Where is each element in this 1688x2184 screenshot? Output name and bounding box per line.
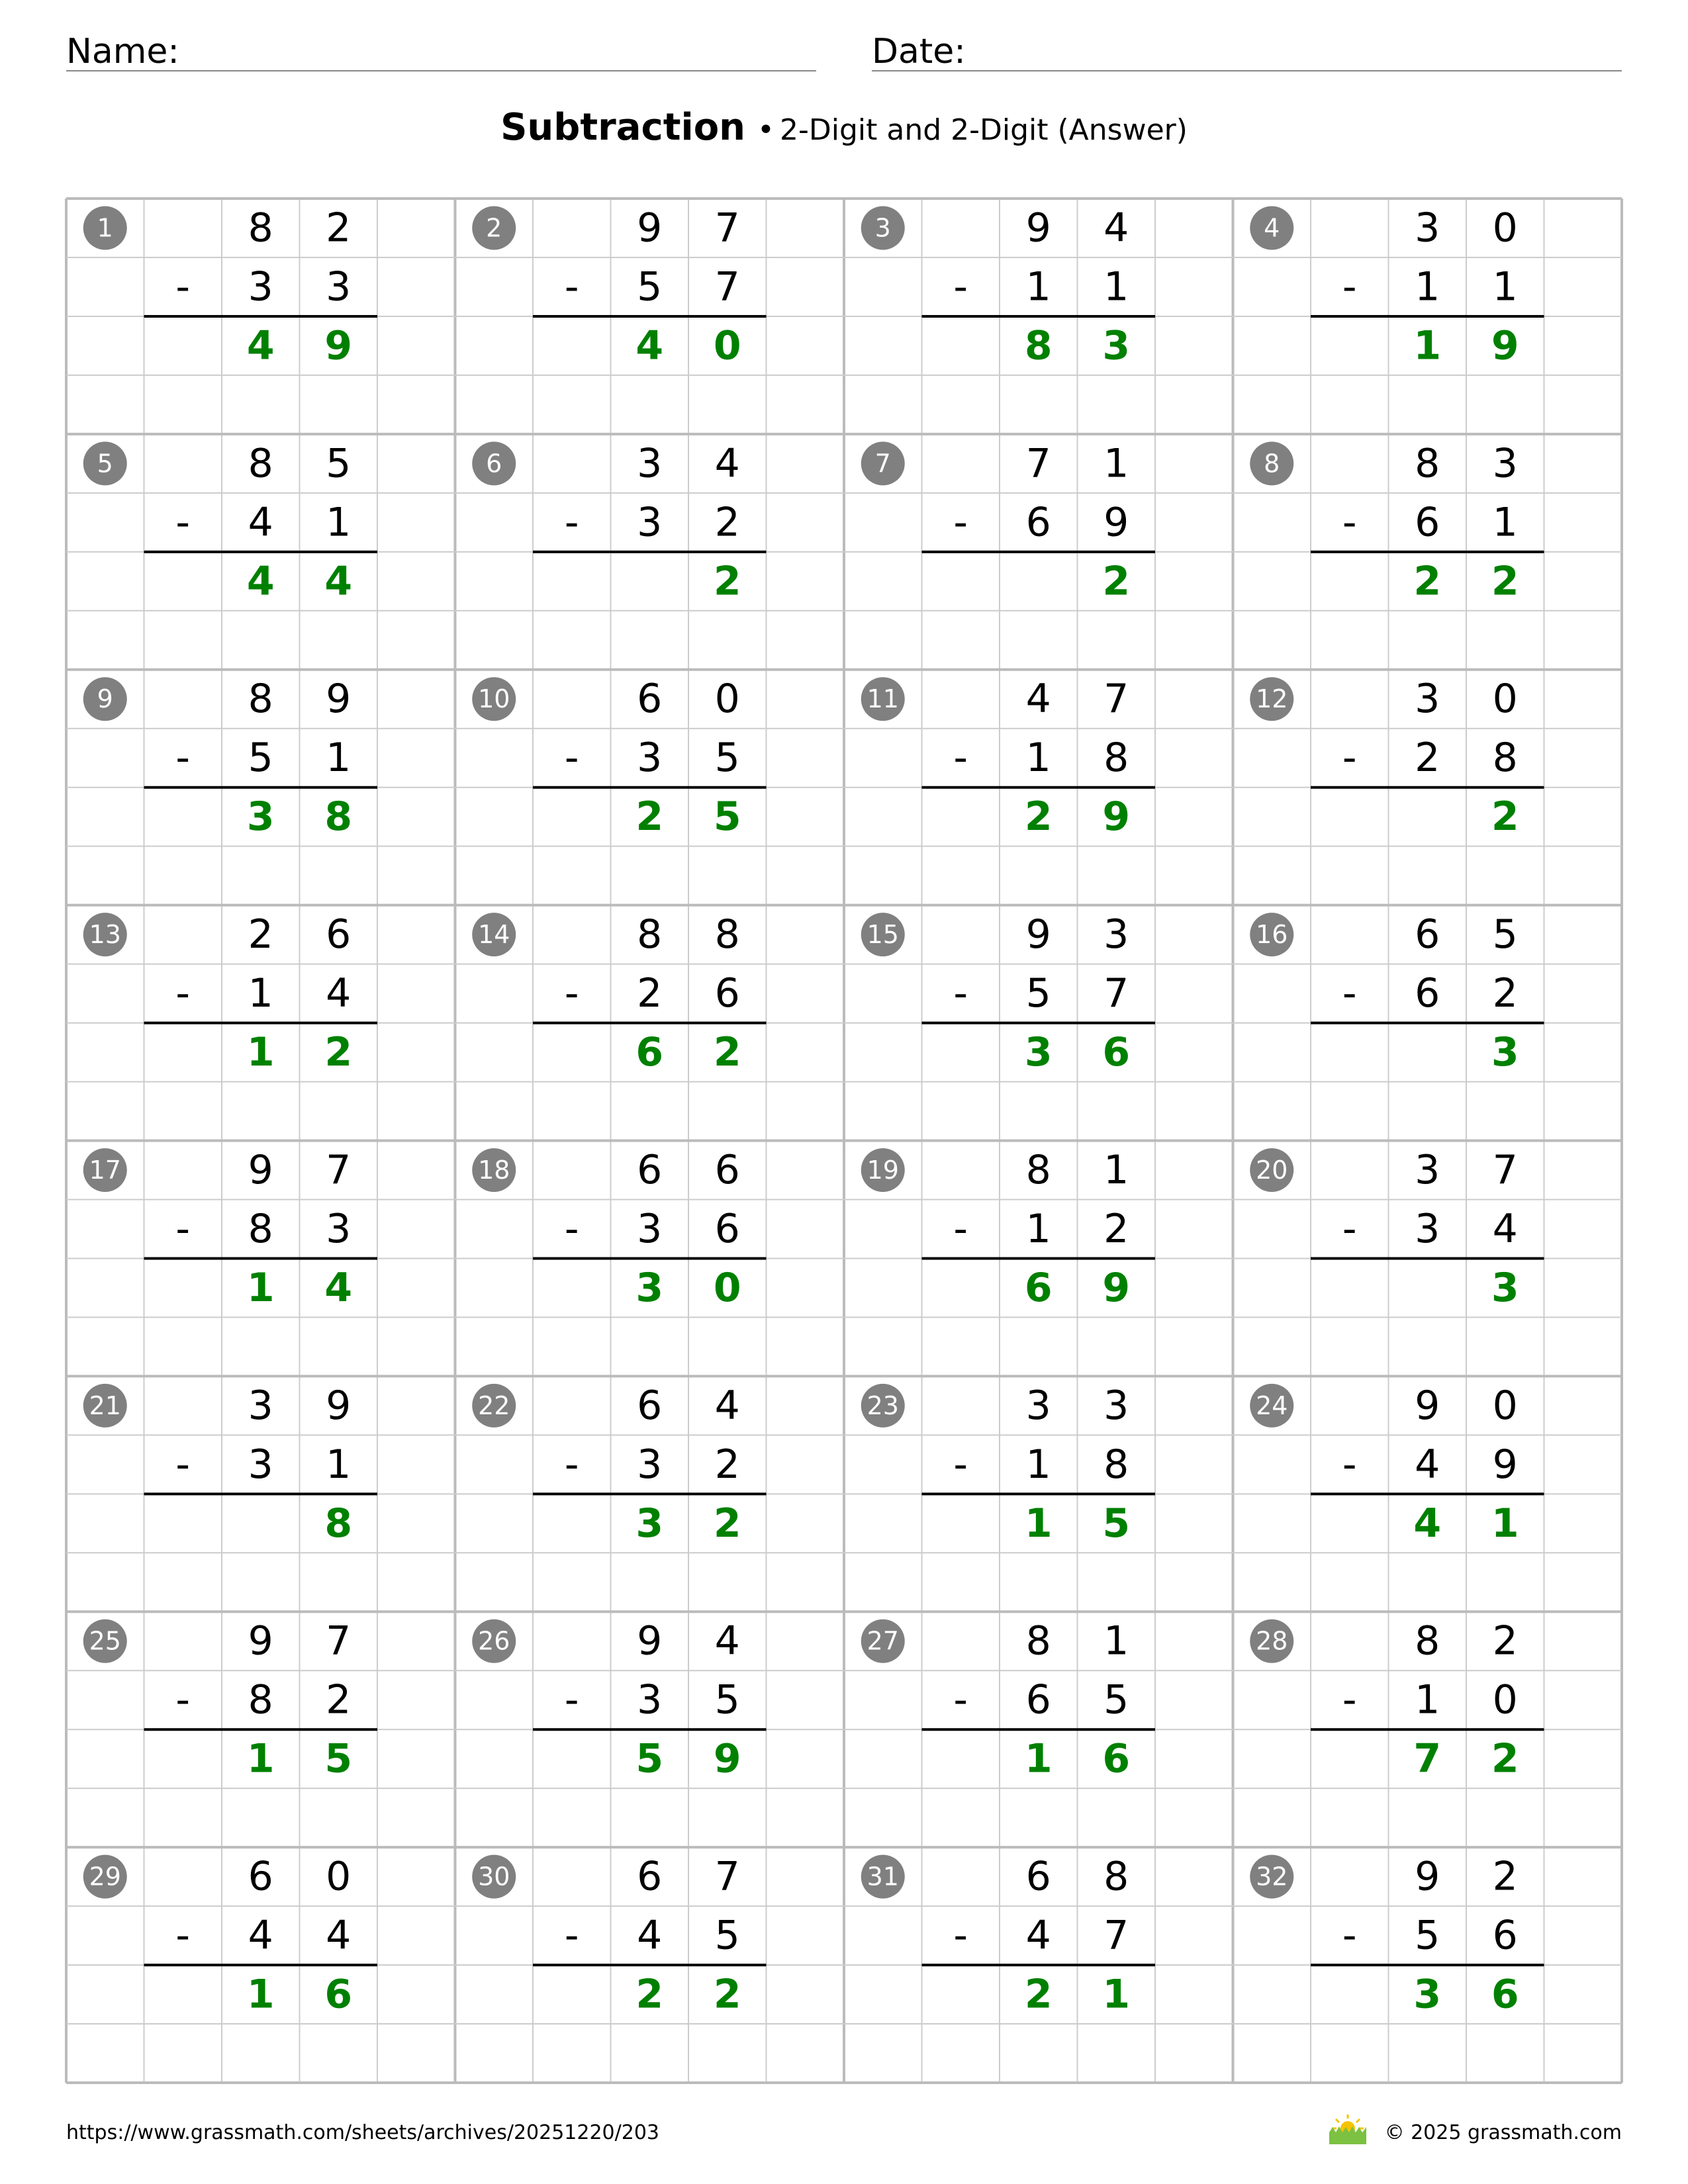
top-digit-ones: 7 bbox=[714, 1853, 740, 1900]
top-digit-ones: 4 bbox=[714, 1617, 740, 1664]
top-digit-tens: 8 bbox=[637, 911, 663, 958]
top-digit-ones: 0 bbox=[714, 676, 740, 723]
bottom-digit-ones: 5 bbox=[714, 735, 740, 782]
top-digit-tens: 8 bbox=[248, 440, 273, 487]
answer-digit-ones: 6 bbox=[324, 1971, 353, 2018]
bottom-digit-tens: 4 bbox=[248, 1912, 273, 1959]
answer-digit-ones: 9 bbox=[713, 1735, 741, 1782]
answer-digit-tens: 1 bbox=[1024, 1735, 1053, 1782]
top-digit-tens: 8 bbox=[248, 676, 273, 723]
problem-7 bbox=[861, 440, 1155, 604]
problem-9 bbox=[83, 676, 377, 840]
answer-digit-tens: 4 bbox=[635, 322, 664, 369]
title-main: Subtraction bbox=[500, 106, 746, 149]
minus-operator: - bbox=[953, 1441, 968, 1488]
problem-number: 21 bbox=[89, 1390, 121, 1420]
bottom-digit-tens: 3 bbox=[637, 499, 663, 546]
problem-number: 11 bbox=[867, 684, 899, 714]
bottom-digit-tens: 1 bbox=[1025, 1205, 1051, 1252]
answer-digit-tens: 1 bbox=[246, 1735, 275, 1782]
answer-digit-ones: 6 bbox=[1491, 1971, 1519, 2018]
problem-28 bbox=[1250, 1618, 1544, 1782]
top-digit-tens: 9 bbox=[1415, 1853, 1440, 1900]
answer-digit-ones: 5 bbox=[324, 1735, 353, 1782]
problem-19 bbox=[861, 1147, 1155, 1311]
top-digit-tens: 4 bbox=[1025, 676, 1051, 723]
answer-digit-tens: 4 bbox=[246, 322, 275, 369]
problem-24 bbox=[1250, 1383, 1544, 1547]
problem-3 bbox=[861, 205, 1155, 369]
answer-digit-ones: 1 bbox=[1102, 1971, 1131, 2018]
grid-lines bbox=[66, 199, 1622, 2083]
answer-digit-tens: 7 bbox=[1413, 1735, 1442, 1782]
bottom-digit-ones: 7 bbox=[1103, 1912, 1129, 1959]
problem-number: 1 bbox=[97, 213, 113, 243]
bottom-digit-tens: 1 bbox=[1415, 1676, 1440, 1723]
problem-29 bbox=[83, 1854, 377, 2018]
minus-operator: - bbox=[1342, 499, 1357, 546]
answer-digit-ones: 2 bbox=[1491, 1735, 1519, 1782]
answer-digit-tens: 1 bbox=[1413, 322, 1442, 369]
bottom-digit-ones: 1 bbox=[1492, 263, 1518, 310]
top-digit-ones: 3 bbox=[1492, 440, 1518, 487]
minus-operator: - bbox=[564, 499, 579, 546]
minus-operator: - bbox=[175, 970, 191, 1017]
answer-digit-tens: 2 bbox=[635, 794, 664, 841]
problem-number: 20 bbox=[1256, 1155, 1288, 1185]
top-digit-ones: 1 bbox=[1103, 1617, 1129, 1664]
bottom-digit-tens: 4 bbox=[637, 1912, 663, 1959]
top-digit-ones: 7 bbox=[1103, 676, 1129, 723]
top-digit-ones: 9 bbox=[326, 676, 352, 723]
bottom-digit-tens: 8 bbox=[248, 1205, 273, 1252]
answer-digit-tens: 3 bbox=[246, 794, 275, 841]
top-digit-ones: 6 bbox=[714, 1146, 740, 1193]
minus-operator: - bbox=[564, 263, 579, 310]
answer-digit-tens: 6 bbox=[635, 1029, 664, 1076]
answer-digit-ones: 8 bbox=[324, 1500, 353, 1547]
bottom-digit-ones: 5 bbox=[714, 1912, 740, 1959]
problem-number: 22 bbox=[478, 1390, 510, 1420]
bottom-digit-tens: 5 bbox=[1415, 1912, 1440, 1959]
minus-operator: - bbox=[564, 1205, 579, 1252]
minus-operator: - bbox=[564, 1441, 579, 1488]
bottom-digit-ones: 5 bbox=[1103, 1676, 1129, 1723]
problem-number: 12 bbox=[1256, 684, 1288, 714]
answer-digit-tens: 3 bbox=[1413, 1971, 1442, 2018]
minus-operator: - bbox=[175, 1205, 191, 1252]
top-digit-tens: 3 bbox=[1415, 676, 1440, 723]
minus-operator: - bbox=[1342, 263, 1357, 310]
bottom-digit-ones: 1 bbox=[1492, 499, 1518, 546]
bottom-digit-tens: 2 bbox=[1415, 735, 1440, 782]
answer-digit-tens: 3 bbox=[1024, 1029, 1053, 1076]
top-digit-ones: 2 bbox=[1492, 1853, 1518, 1900]
problem-18 bbox=[472, 1147, 766, 1311]
bottom-digit-tens: 6 bbox=[1025, 499, 1051, 546]
problem-10 bbox=[472, 676, 766, 840]
minus-operator: - bbox=[953, 499, 968, 546]
minus-operator: - bbox=[1342, 1676, 1357, 1723]
bottom-digit-ones: 1 bbox=[326, 499, 352, 546]
answer-digit-ones: 4 bbox=[324, 1264, 353, 1311]
answer-digit-ones: 5 bbox=[713, 794, 741, 841]
top-digit-ones: 2 bbox=[326, 205, 352, 251]
top-digit-ones: 1 bbox=[1103, 1146, 1129, 1193]
top-digit-tens: 9 bbox=[248, 1146, 273, 1193]
problem-number: 30 bbox=[478, 1862, 510, 1891]
bottom-digit-ones: 2 bbox=[714, 1441, 740, 1488]
top-digit-tens: 8 bbox=[248, 205, 273, 251]
bottom-digit-ones: 6 bbox=[1492, 1912, 1518, 1959]
bottom-digit-ones: 9 bbox=[1103, 499, 1129, 546]
answer-digit-ones: 2 bbox=[1102, 558, 1131, 605]
bottom-digit-ones: 8 bbox=[1103, 735, 1129, 782]
answer-digit-tens: 1 bbox=[246, 1971, 275, 2018]
answer-digit-tens: 8 bbox=[1024, 322, 1053, 369]
problem-number: 16 bbox=[1256, 920, 1288, 950]
problem-number: 5 bbox=[97, 449, 113, 478]
answer-digit-ones: 9 bbox=[1102, 794, 1131, 841]
date-label: Date: bbox=[872, 32, 966, 71]
problem-15 bbox=[861, 911, 1155, 1075]
top-digit-tens: 6 bbox=[637, 676, 663, 723]
problem-number: 26 bbox=[478, 1626, 510, 1656]
problem-4 bbox=[1250, 205, 1544, 369]
top-digit-tens: 3 bbox=[637, 440, 663, 487]
problem-22 bbox=[472, 1383, 766, 1547]
top-digit-tens: 9 bbox=[637, 1617, 663, 1664]
answer-digit-ones: 3 bbox=[1491, 1264, 1519, 1311]
problem-number: 4 bbox=[1264, 213, 1280, 243]
bottom-digit-tens: 6 bbox=[1415, 499, 1440, 546]
problem-31 bbox=[861, 1854, 1155, 2018]
answer-digit-ones: 2 bbox=[1491, 558, 1519, 605]
top-digit-tens: 9 bbox=[1415, 1382, 1440, 1429]
bottom-digit-tens: 3 bbox=[248, 263, 273, 310]
problem-number: 10 bbox=[478, 684, 510, 714]
answer-digit-ones: 9 bbox=[1102, 1264, 1131, 1311]
top-digit-tens: 6 bbox=[248, 1853, 273, 1900]
top-digit-tens: 8 bbox=[1415, 1617, 1440, 1664]
top-digit-tens: 2 bbox=[248, 911, 273, 958]
minus-operator: - bbox=[953, 1676, 968, 1723]
top-digit-ones: 5 bbox=[326, 440, 352, 487]
problem-14 bbox=[472, 911, 766, 1075]
name-label: Name: bbox=[66, 32, 179, 71]
problem-30 bbox=[472, 1854, 766, 2018]
answer-digit-ones: 9 bbox=[324, 322, 353, 369]
top-digit-ones: 7 bbox=[326, 1617, 352, 1664]
bottom-digit-tens: 2 bbox=[637, 970, 663, 1017]
bottom-digit-ones: 6 bbox=[714, 1205, 740, 1252]
top-digit-tens: 6 bbox=[637, 1382, 663, 1429]
problem-number: 17 bbox=[89, 1155, 121, 1185]
minus-operator: - bbox=[953, 263, 968, 310]
answer-digit-ones: 2 bbox=[324, 1029, 353, 1076]
problem-5 bbox=[83, 440, 377, 604]
minus-operator: - bbox=[175, 499, 191, 546]
top-digit-tens: 9 bbox=[637, 205, 663, 251]
bottom-digit-tens: 4 bbox=[1025, 1912, 1051, 1959]
problem-number: 6 bbox=[486, 449, 502, 478]
minus-operator: - bbox=[953, 735, 968, 782]
answer-digit-tens: 5 bbox=[635, 1735, 664, 1782]
top-digit-ones: 8 bbox=[1103, 1853, 1129, 1900]
top-digit-ones: 3 bbox=[1103, 1382, 1129, 1429]
problem-number: 9 bbox=[97, 684, 113, 714]
top-digit-ones: 0 bbox=[1492, 1382, 1518, 1429]
problem-21 bbox=[83, 1383, 377, 1547]
answer-digit-ones: 6 bbox=[1102, 1735, 1131, 1782]
bottom-digit-ones: 7 bbox=[714, 263, 740, 310]
problem-11 bbox=[861, 676, 1155, 840]
bottom-digit-ones: 4 bbox=[326, 970, 352, 1017]
top-digit-ones: 8 bbox=[714, 911, 740, 958]
answer-digit-tens: 6 bbox=[1024, 1264, 1053, 1311]
answer-digit-ones: 8 bbox=[324, 794, 353, 841]
bottom-digit-ones: 7 bbox=[1103, 970, 1129, 1017]
top-digit-ones: 3 bbox=[1103, 911, 1129, 958]
title-separator: • bbox=[757, 113, 774, 147]
minus-operator: - bbox=[953, 1912, 968, 1959]
top-digit-tens: 9 bbox=[248, 1617, 273, 1664]
minus-operator: - bbox=[175, 263, 191, 310]
problem-number: 27 bbox=[867, 1626, 899, 1656]
minus-operator: - bbox=[175, 1676, 191, 1723]
top-digit-tens: 3 bbox=[1025, 1382, 1051, 1429]
top-digit-tens: 3 bbox=[1415, 205, 1440, 251]
bottom-digit-tens: 3 bbox=[637, 735, 663, 782]
bottom-digit-tens: 5 bbox=[248, 735, 273, 782]
top-digit-ones: 9 bbox=[326, 1382, 352, 1429]
answer-digit-tens: 2 bbox=[1413, 558, 1442, 605]
problem-number: 25 bbox=[89, 1626, 121, 1656]
minus-operator: - bbox=[564, 735, 579, 782]
bottom-digit-ones: 0 bbox=[1492, 1676, 1518, 1723]
bottom-digit-ones: 3 bbox=[326, 1205, 352, 1252]
top-digit-ones: 0 bbox=[1492, 205, 1518, 251]
answer-digit-ones: 3 bbox=[1102, 322, 1131, 369]
bottom-digit-tens: 3 bbox=[637, 1441, 663, 1488]
problem-number: 23 bbox=[867, 1390, 899, 1420]
problem-1 bbox=[83, 205, 377, 369]
answer-digit-ones: 2 bbox=[713, 1029, 741, 1076]
minus-operator: - bbox=[1342, 1441, 1357, 1488]
problem-12 bbox=[1250, 676, 1544, 840]
minus-operator: - bbox=[953, 970, 968, 1017]
answer-digit-tens: 4 bbox=[246, 558, 275, 605]
grass-sun-logo-icon bbox=[1327, 2113, 1369, 2148]
bottom-digit-ones: 2 bbox=[1492, 970, 1518, 1017]
top-digit-tens: 7 bbox=[1025, 440, 1051, 487]
minus-operator: - bbox=[175, 1912, 191, 1959]
bottom-digit-tens: 4 bbox=[1415, 1441, 1440, 1488]
top-digit-ones: 4 bbox=[714, 440, 740, 487]
top-digit-tens: 6 bbox=[1025, 1853, 1051, 1900]
bottom-digit-ones: 2 bbox=[326, 1676, 352, 1723]
bottom-digit-ones: 5 bbox=[714, 1676, 740, 1723]
problem-number: 13 bbox=[89, 920, 121, 950]
bottom-digit-tens: 1 bbox=[248, 970, 273, 1017]
problem-20 bbox=[1250, 1147, 1544, 1311]
problem-number: 2 bbox=[486, 213, 502, 243]
problem-number: 32 bbox=[1256, 1862, 1288, 1891]
problem-number: 18 bbox=[478, 1155, 510, 1185]
answer-digit-tens: 1 bbox=[246, 1029, 275, 1076]
problem-26 bbox=[472, 1618, 766, 1782]
answer-digit-ones: 6 bbox=[1102, 1029, 1131, 1076]
bottom-digit-tens: 1 bbox=[1025, 1441, 1051, 1488]
bottom-digit-ones: 1 bbox=[326, 735, 352, 782]
bottom-digit-tens: 6 bbox=[1025, 1676, 1051, 1723]
problem-2 bbox=[472, 205, 766, 369]
top-digit-ones: 7 bbox=[1492, 1146, 1518, 1193]
top-digit-tens: 6 bbox=[637, 1853, 663, 1900]
bottom-digit-tens: 1 bbox=[1025, 735, 1051, 782]
minus-operator: - bbox=[1342, 1205, 1357, 1252]
minus-operator: - bbox=[175, 1441, 191, 1488]
problem-number: 15 bbox=[867, 920, 899, 950]
answer-digit-tens: 2 bbox=[635, 1971, 664, 2018]
problem-number: 7 bbox=[874, 449, 891, 478]
minus-operator: - bbox=[1342, 735, 1357, 782]
bottom-digit-tens: 5 bbox=[1025, 970, 1051, 1017]
answer-digit-tens: 1 bbox=[246, 1264, 275, 1311]
title-subtitle: 2-Digit and 2-Digit (Answer) bbox=[780, 113, 1188, 147]
problem-number: 29 bbox=[89, 1862, 121, 1891]
bottom-digit-ones: 1 bbox=[1103, 263, 1129, 310]
bottom-digit-ones: 8 bbox=[1103, 1441, 1129, 1488]
problem-27 bbox=[861, 1618, 1155, 1782]
top-digit-tens: 3 bbox=[1415, 1146, 1440, 1193]
problem-23 bbox=[861, 1383, 1155, 1547]
problem-number: 31 bbox=[867, 1862, 899, 1891]
answer-digit-ones: 2 bbox=[1491, 794, 1519, 841]
bottom-digit-ones: 9 bbox=[1492, 1441, 1518, 1488]
top-digit-tens: 9 bbox=[1025, 911, 1051, 958]
minus-operator: - bbox=[564, 1912, 579, 1959]
top-digit-tens: 9 bbox=[1025, 205, 1051, 251]
footer-copyright: © 2025 grassmath.com bbox=[1384, 2121, 1622, 2144]
answer-digit-ones: 4 bbox=[324, 558, 353, 605]
top-digit-tens: 8 bbox=[1025, 1617, 1051, 1664]
problem-13 bbox=[83, 911, 377, 1075]
minus-operator: - bbox=[953, 1205, 968, 1252]
answer-digit-tens: 3 bbox=[635, 1500, 664, 1547]
top-digit-tens: 3 bbox=[248, 1382, 273, 1429]
top-digit-ones: 5 bbox=[1492, 911, 1518, 958]
problem-8 bbox=[1250, 440, 1544, 604]
top-digit-ones: 1 bbox=[1103, 440, 1129, 487]
answer-digit-ones: 0 bbox=[713, 1264, 741, 1311]
bottom-digit-tens: 1 bbox=[1025, 263, 1051, 310]
bottom-digit-ones: 8 bbox=[1492, 735, 1518, 782]
top-digit-tens: 8 bbox=[1025, 1146, 1051, 1193]
bottom-digit-ones: 4 bbox=[326, 1912, 352, 1959]
problem-25 bbox=[83, 1618, 377, 1782]
bottom-digit-ones: 1 bbox=[326, 1441, 352, 1488]
top-digit-ones: 4 bbox=[714, 1382, 740, 1429]
bottom-digit-ones: 2 bbox=[1103, 1205, 1129, 1252]
answer-digit-ones: 3 bbox=[1491, 1029, 1519, 1076]
answer-digit-ones: 1 bbox=[1491, 1500, 1519, 1547]
answer-digit-ones: 2 bbox=[713, 1971, 741, 2018]
problem-number: 19 bbox=[867, 1155, 899, 1185]
answer-digit-tens: 2 bbox=[1024, 1971, 1053, 2018]
answer-digit-ones: 0 bbox=[713, 322, 741, 369]
top-digit-ones: 7 bbox=[714, 205, 740, 251]
top-digit-ones: 2 bbox=[1492, 1617, 1518, 1664]
footer-url: https://www.grassmath.com/sheets/archives/20251220/203 bbox=[66, 2121, 660, 2144]
top-digit-tens: 6 bbox=[637, 1146, 663, 1193]
answer-digit-tens: 1 bbox=[1024, 1500, 1053, 1547]
answer-digit-tens: 3 bbox=[635, 1264, 664, 1311]
bottom-digit-tens: 3 bbox=[637, 1676, 663, 1723]
bottom-digit-tens: 1 bbox=[1415, 263, 1440, 310]
top-digit-tens: 6 bbox=[1415, 911, 1440, 958]
answer-digit-ones: 5 bbox=[1102, 1500, 1131, 1547]
bottom-digit-ones: 6 bbox=[714, 970, 740, 1017]
problem-6 bbox=[472, 440, 766, 604]
minus-operator: - bbox=[1342, 1912, 1357, 1959]
answer-digit-tens: 2 bbox=[1024, 794, 1053, 841]
top-digit-ones: 4 bbox=[1103, 205, 1129, 251]
answer-digit-tens: 4 bbox=[1413, 1500, 1442, 1547]
top-digit-ones: 0 bbox=[1492, 676, 1518, 723]
answer-digit-ones: 9 bbox=[1491, 322, 1519, 369]
top-digit-ones: 7 bbox=[326, 1146, 352, 1193]
minus-operator: - bbox=[1342, 970, 1357, 1017]
problem-number: 28 bbox=[1256, 1626, 1288, 1656]
minus-operator: - bbox=[175, 735, 191, 782]
bottom-digit-tens: 6 bbox=[1415, 970, 1440, 1017]
answer-digit-ones: 2 bbox=[713, 1500, 741, 1547]
problem-number: 24 bbox=[1256, 1390, 1288, 1420]
bottom-digit-ones: 4 bbox=[1492, 1205, 1518, 1252]
bottom-digit-tens: 5 bbox=[637, 263, 663, 310]
top-digit-ones: 0 bbox=[326, 1853, 352, 1900]
bottom-digit-tens: 3 bbox=[1415, 1205, 1440, 1252]
bottom-digit-tens: 3 bbox=[248, 1441, 273, 1488]
bottom-digit-tens: 4 bbox=[248, 499, 273, 546]
problem-17 bbox=[83, 1147, 377, 1311]
bottom-digit-ones: 3 bbox=[326, 263, 352, 310]
problem-number: 8 bbox=[1264, 449, 1280, 478]
problem-number: 14 bbox=[478, 920, 510, 950]
bottom-digit-tens: 8 bbox=[248, 1676, 273, 1723]
bottom-digit-tens: 3 bbox=[637, 1205, 663, 1252]
answer-digit-ones: 2 bbox=[713, 558, 741, 605]
problem-number: 3 bbox=[874, 213, 891, 243]
minus-operator: - bbox=[564, 970, 579, 1017]
top-digit-tens: 8 bbox=[1415, 440, 1440, 487]
problem-16 bbox=[1250, 911, 1544, 1075]
bottom-digit-ones: 2 bbox=[714, 499, 740, 546]
top-digit-ones: 6 bbox=[326, 911, 352, 958]
problem-32 bbox=[1250, 1854, 1544, 2018]
minus-operator: - bbox=[564, 1676, 579, 1723]
